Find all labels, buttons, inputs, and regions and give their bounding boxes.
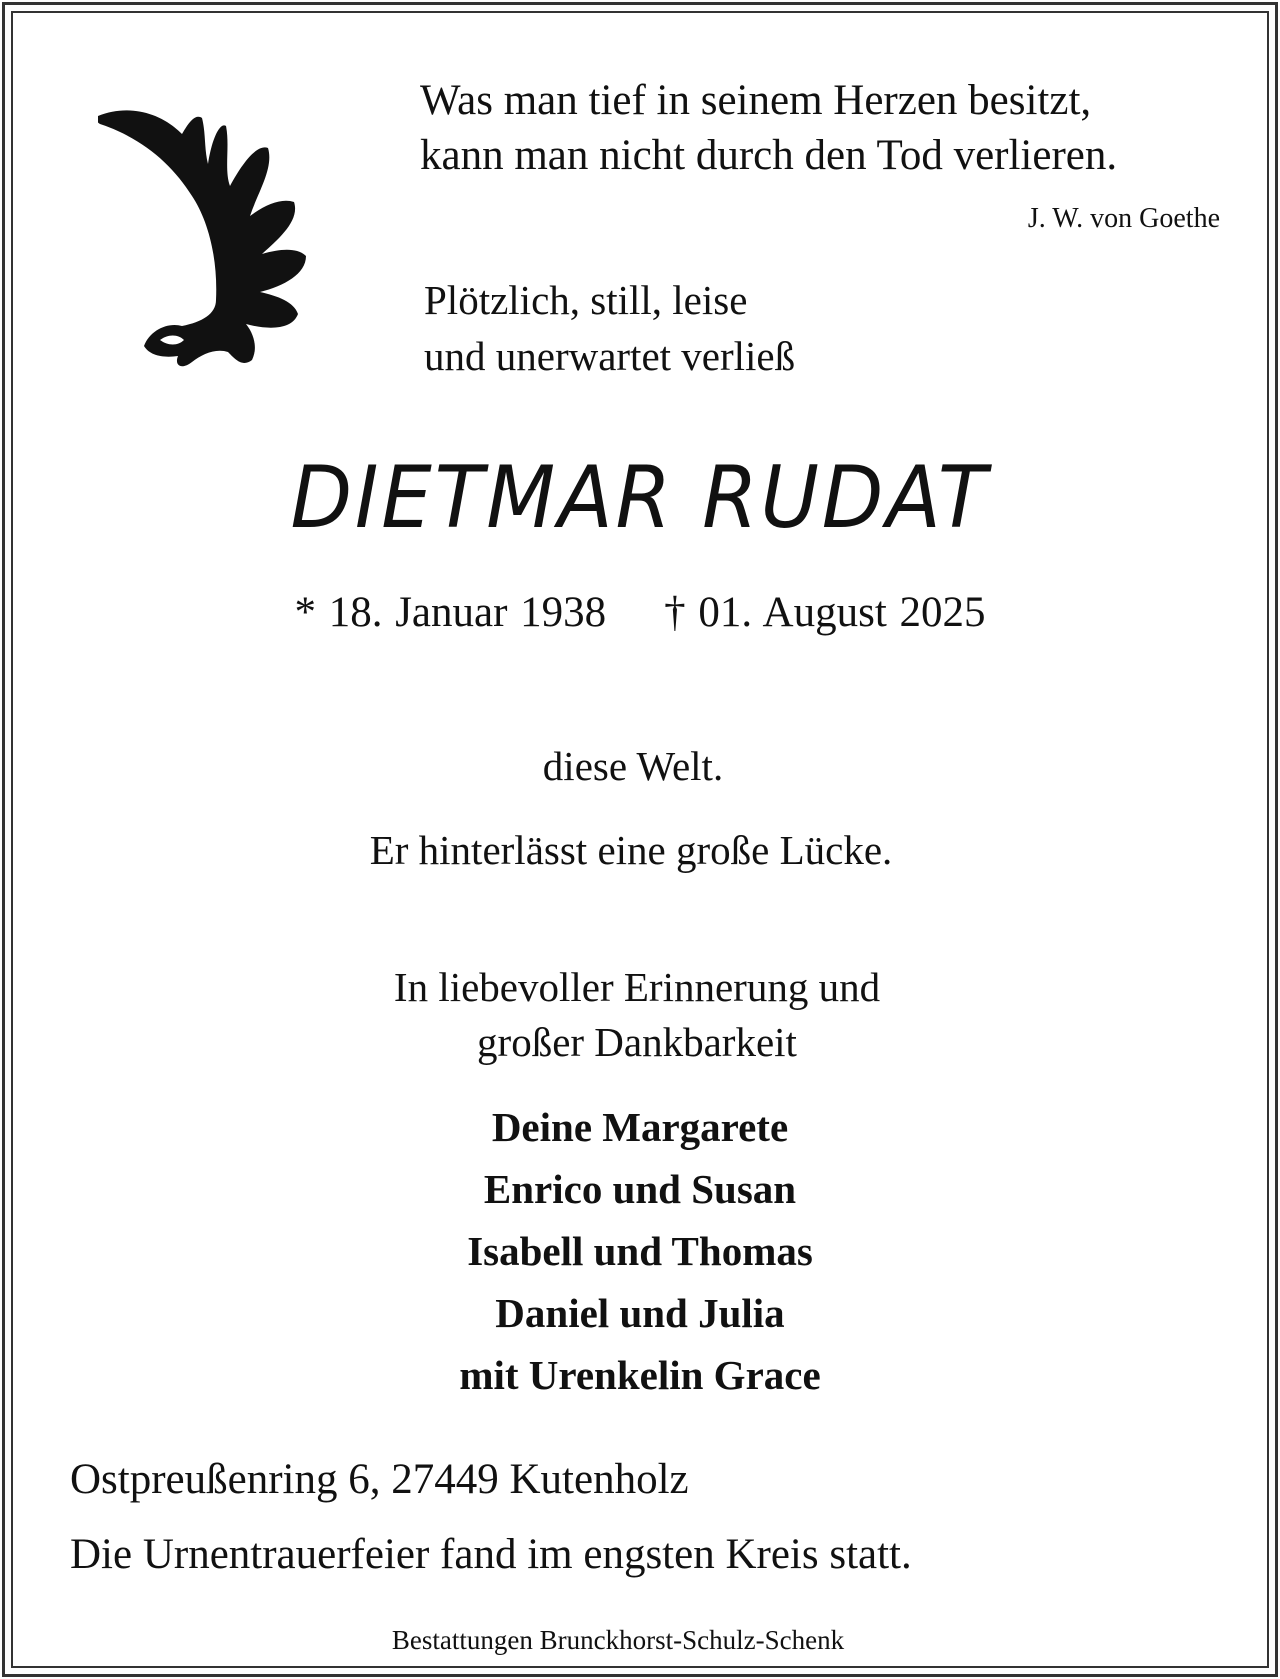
quote-author: J. W. von Goethe: [1027, 203, 1220, 234]
family-member: Isabell und Thomas: [467, 1228, 813, 1274]
family-member: Deine Margarete: [491, 1104, 789, 1150]
memory-line-1: In liebevoller Erinnerung und: [393, 964, 881, 1010]
address: Ostpreußenring 6, 27449 Kutenholz: [70, 1456, 689, 1503]
gap-text: Er hinterlässt eine große Lücke.: [369, 827, 893, 873]
family-member: Enrico und Susan: [483, 1166, 797, 1212]
deceased-name: DIETMAR RUDAT: [290, 448, 990, 548]
life-dates: [0, 588, 1280, 637]
antler-icon: [98, 108, 333, 388]
family-member: Daniel und Julia: [495, 1290, 785, 1336]
world-text: diese Welt.: [542, 743, 724, 789]
death-date: † 01. August 2025: [664, 589, 986, 636]
ceremony-note: Die Urnentrauerfeier fand im engsten Kreis statt.: [70, 1531, 912, 1578]
intro-line-2: und unerwartet verließ: [424, 333, 796, 379]
quote-line-1: Was man tief in seinem Herzen besitzt,: [420, 77, 1092, 124]
birth-date: * 18. Januar 1938: [294, 589, 607, 636]
family-list: [0, 1096, 1280, 1406]
family-member: mit Urenkelin Grace: [459, 1352, 821, 1398]
intro-line-1: Plötzlich, still, leise: [424, 277, 748, 323]
quote-line-2: kann man nicht durch den Tod verlieren.: [420, 132, 1118, 179]
memory-line-2: großer Dankbarkeit: [477, 1019, 797, 1065]
funeral-home: Bestattungen Brunckhorst-Schulz-Schenk: [391, 1625, 845, 1655]
